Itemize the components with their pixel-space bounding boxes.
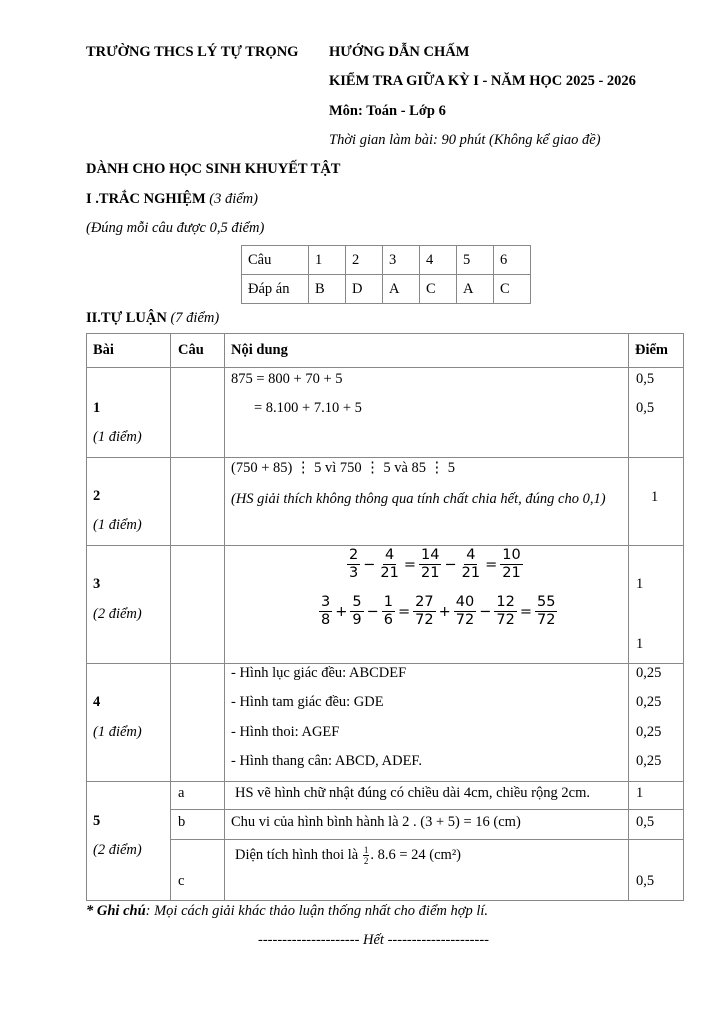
b5b-label: b: [178, 814, 186, 830]
question-number: 4: [420, 246, 457, 275]
b1-line2: = 8.100 + 7.10 + 5: [254, 400, 362, 416]
fraction: $\frac{2}{3}$: [349, 547, 359, 581]
fraction: 1 2: [363, 845, 369, 866]
grading-note: [86, 903, 488, 920]
part1-title: I .TRẮC NGHIỆM: [86, 191, 206, 207]
exam-name: KIỂM TRA GIỮA KỲ I - NĂM HỌC 2025 - 2026: [329, 73, 636, 89]
b3-number: 3: [93, 576, 101, 592]
question-row: [242, 246, 531, 275]
b5c-text-pre: Diện tích hình thoi là: [235, 847, 359, 863]
answer-letter: C: [420, 275, 457, 304]
end-marker: --------------------- Hết ---------------------: [258, 932, 489, 948]
note-label: * Ghi chú: [86, 903, 146, 919]
row-label-question: Câu: [242, 246, 309, 275]
question-number: 6: [494, 246, 531, 275]
col-header-noidung: Nội dung: [231, 342, 288, 358]
part2-title: II.TỰ LUẬN: [86, 310, 167, 326]
fraction: $\frac{55}{72}$: [537, 594, 556, 628]
b5b-text: Chu vi của hình bình hành là 2 . (3 + 5) = 16 (cm): [231, 814, 521, 830]
b5-points: (2 điểm): [93, 842, 142, 858]
b4-item: - Hình thang cân: ABCD, ADEF.: [231, 753, 422, 769]
b1-number: 1: [93, 400, 101, 416]
b5c-score: 0,5: [636, 873, 655, 889]
b1-score1: 0,5: [636, 371, 655, 387]
b2-line2: (HS giải thích không thông qua tính chất chia hết, đúng cho 0,1): [231, 491, 606, 507]
b4-item: - Hình lục giác đều: ABCDEF: [231, 665, 407, 681]
b5-number: 5: [93, 813, 101, 829]
audience-heading: DÀNH CHO HỌC SINH KHUYẾT TẬT: [86, 161, 341, 177]
part1-note: (Đúng mỗi câu được 0,5 điểm): [86, 220, 265, 236]
answer-letter: A: [457, 275, 494, 304]
subject: Môn: Toán - Lớp 6: [329, 103, 446, 119]
b4-points: (1 điểm): [93, 724, 142, 740]
col-header-cau: Câu: [178, 342, 204, 358]
answer-letter: A: [383, 275, 420, 304]
question-number: 3: [383, 246, 420, 275]
b5c-text-post: . 8.6 = 24 (cm²): [370, 847, 462, 863]
b1-points: (1 điểm): [93, 429, 142, 445]
b5c-label: c: [178, 873, 185, 889]
answer-letter: D: [346, 275, 383, 304]
b3-points: (2 điểm): [93, 606, 142, 622]
b3-score2: 1: [636, 636, 644, 652]
answer-key-table: [241, 245, 531, 304]
col-header-diem: Điểm: [635, 342, 669, 358]
b4-item: - Hình tam giác đều: GDE: [231, 694, 384, 710]
exam-time: Thời gian làm bài: 90 phút (Không kể giao đề): [329, 132, 601, 148]
b2-score: 1: [651, 489, 659, 505]
answer-row: [242, 275, 531, 304]
question-number: 1: [309, 246, 346, 275]
fraction: $\frac{10}{21}$: [502, 547, 521, 581]
fraction: $\frac{4}{21}$: [461, 547, 481, 581]
fraction: $\frac{1}{6}$: [383, 594, 394, 628]
part2-points: (7 điểm): [170, 310, 220, 326]
b1-score2: 0,5: [636, 400, 655, 416]
b5b-score: 0,5: [636, 814, 655, 830]
b5a-text: HS vẽ hình chữ nhật đúng có chiều dài 4cm, chiều rộng 2cm.: [235, 785, 590, 801]
col-header-bai: Bài: [93, 342, 114, 358]
fraction: $\frac{12}{72}$: [496, 594, 515, 628]
part1-points: (3 điểm): [209, 191, 258, 207]
b1-line1: 875 = 800 + 70 + 5: [231, 371, 343, 387]
question-number: 5: [457, 246, 494, 275]
b4-score: 0,25: [636, 724, 662, 740]
b3-equation-1: $\frac{2}{3}$ − $\frac{4}{21}$ = $\frac{14}{21}$ − $\frac{4}{21}$ = $\frac{10}{21}$: [349, 547, 521, 581]
b4-number: 4: [93, 694, 101, 710]
b4-score: 0,25: [636, 665, 662, 681]
b3-equation-2: $\frac{3}{8}$ + $\frac{5}{9}$ − $\frac{1}{6}$ = $\frac{27}{72}$ + $\frac{40}{72}$ − $\frac{12}{72}$ = $\frac{55}{72}$: [321, 594, 556, 628]
fraction: $\frac{27}{72}$: [415, 594, 434, 628]
b4-item: - Hình thoi: AGEF: [231, 724, 340, 740]
fraction: $\frac{4}{21}$: [380, 547, 399, 581]
b3-score1: 1: [636, 576, 644, 592]
fraction: $\frac{40}{72}$: [455, 594, 475, 628]
part2-heading: [86, 310, 219, 327]
b2-line1: (750 + 85) ⋮ 5 vì 750 ⋮ 5 và 85 ⋮ 5: [231, 460, 456, 476]
answer-letter: B: [309, 275, 346, 304]
row-label-answer: Đáp án: [242, 275, 309, 304]
answer-letter: C: [494, 275, 531, 304]
note-text: : Mọi cách giải khác thảo luận thống nhất cho điểm hợp lí.: [145, 903, 489, 919]
fraction: $\frac{5}{9}$: [352, 594, 362, 628]
b5c-text: [235, 845, 461, 866]
part1-heading: [86, 191, 258, 208]
fraction: $\frac{14}{21}$: [421, 547, 440, 581]
question-number: 2: [346, 246, 383, 275]
doc-title: HƯỚNG DẪN CHẤM: [329, 44, 470, 60]
b2-points: (1 điểm): [93, 517, 142, 533]
b5a-score: 1: [636, 785, 644, 801]
fraction: $\frac{3}{8}$: [321, 594, 331, 628]
school-name: TRƯỜNG THCS LÝ TỰ TRỌNG: [86, 44, 299, 60]
b4-score: 0,25: [636, 694, 662, 710]
b4-score: 0,25: [636, 753, 662, 769]
b5a-label: a: [178, 785, 185, 801]
b2-number: 2: [93, 488, 101, 504]
